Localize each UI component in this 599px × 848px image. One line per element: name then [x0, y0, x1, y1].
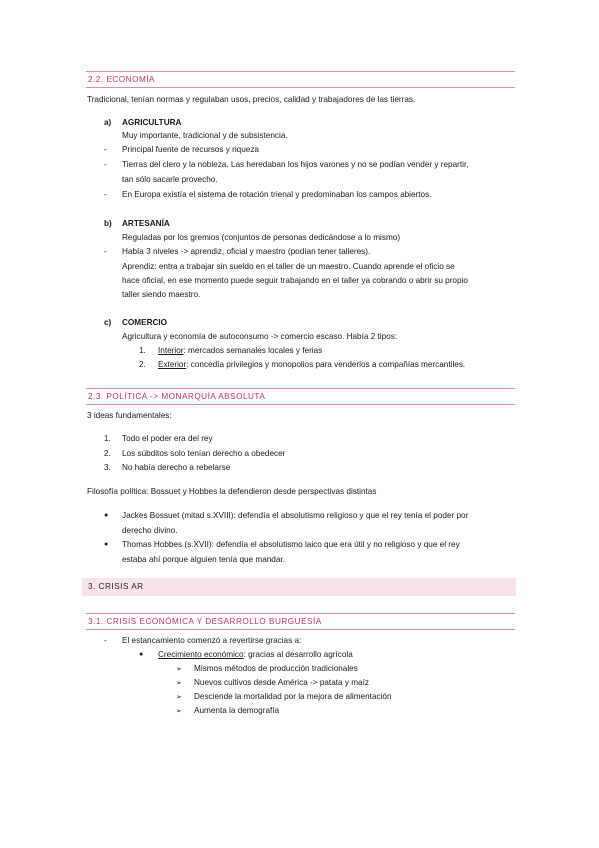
section-rule — [86, 71, 515, 72]
list-item: El estancamiento comenzó a revertirse gracias a: — [122, 636, 302, 645]
arrow-bullet-icon: ➢ — [176, 666, 182, 673]
list-number: 3. — [104, 463, 111, 472]
list-item: Principal fuente de recursos y riqueza — [122, 145, 259, 154]
term: Interior — [158, 346, 184, 355]
term-description: : mercados semanales locales y ferias — [183, 346, 323, 355]
heading-agricultura: AGRICULTURA — [122, 118, 182, 127]
list-item: Los súbditos solo tenían derecho a obedecer — [122, 449, 286, 458]
bullet-dot: ● — [104, 541, 109, 548]
comercio-line: Agricultura y economía de autoconsumo -> comercio escaso. Había 2 tipos: — [122, 332, 398, 341]
dash-bullet: - — [104, 190, 107, 199]
politica-intro: 3 ideas fundamentales: — [87, 411, 172, 420]
list-item: Había 3 niveles -> aprendiz, oficial y maestro (podían tener talleres). — [122, 247, 371, 256]
list-number: 1. — [139, 346, 146, 355]
bullet-dot: ● — [139, 651, 144, 658]
list-item — [158, 360, 465, 370]
term-description: : gracias al desarrollo agrícola — [243, 650, 353, 659]
list-marker: a) — [104, 118, 112, 127]
term-description: : concedía privilegios y monopolios para venderlos a compañías mercantiles. — [186, 360, 466, 369]
bullet-text: Thomas Hobbes (s.XVII): defendía el absolutismo laico que era útil y no religioso y que el rey — [122, 540, 460, 549]
list-item-continuation: tan sólo sacarle provecho. — [122, 175, 218, 184]
sub-item: Desciende la mortalidad por la mejora de alimentación — [194, 692, 392, 701]
section-title-politica: 2.3. POLÍTICA -> MONARQUÍA ABSOLUTA — [88, 392, 266, 401]
list-item: Tierras del clero y la nobleza. Las heredaban los hijos varones y no se podían vender y repartir, — [122, 160, 469, 169]
term: Exterior — [158, 360, 187, 369]
bullet-dot: ● — [104, 512, 109, 519]
section-title-crisis-economica: 3.1. CRISIS ECONÓMICA Y DESARROLLO BURGUESÍA — [88, 617, 322, 626]
section-title-crisis: 3. CRISIS AR — [88, 582, 144, 591]
section-band-crisis — [82, 578, 516, 596]
list-item — [158, 346, 322, 356]
bullet-text-continuation: derecho divino. — [122, 526, 178, 535]
section-rule — [86, 87, 515, 88]
list-item: No había derecho a rebelarse — [122, 463, 231, 472]
heading-artesania: ARTESANÍA — [122, 219, 170, 228]
economia-intro: Tradicional, tenían normas y regulaban usos, precios, calidad y trabajadores de las tierras. — [87, 95, 416, 104]
paragraph-line: taller siendo maestro. — [122, 290, 201, 299]
list-marker: b) — [104, 219, 112, 228]
list-number: 2. — [104, 449, 111, 458]
bullet-text-continuation: estaba ahí porque alguien tenía que mandar. — [122, 555, 285, 564]
section-rule — [86, 404, 515, 405]
dash-bullet: - — [104, 636, 107, 645]
sub-item: Mismos métodos de producción tradicionales — [194, 664, 358, 673]
dash-bullet: - — [104, 145, 107, 154]
dash-bullet: - — [104, 247, 107, 256]
bullet-text: Jackes Bossuet (mitad s.XVIII): defendía el absolutismo religioso y que el rey tenía el poder por — [122, 511, 469, 520]
arrow-bullet-icon: ➢ — [176, 694, 182, 701]
artesania-line: Reguladas por los gremios (conjuntos de personas dedicándose a lo mismo) — [122, 233, 401, 242]
list-number: 1. — [104, 434, 111, 443]
list-marker: c) — [104, 318, 112, 327]
filosofia-line: Filosofía política: Bossuet y Hobbes la defendieron desde perspectivas distintas — [87, 487, 377, 496]
bullet-text — [158, 650, 353, 660]
heading-comercio: COMERCIO — [122, 318, 168, 327]
section-rule — [86, 629, 515, 630]
term: Crecimiento económico — [158, 650, 244, 659]
arrow-bullet-icon: ➢ — [176, 708, 182, 715]
section-rule — [86, 388, 515, 389]
sub-item: Nuevos cultivos desde América -> patata y maíz — [194, 678, 369, 687]
section-title-economia: 2.2. ECONOMÍA — [88, 75, 156, 84]
dash-bullet: - — [104, 160, 107, 169]
list-item: Todo el poder era del rey — [122, 434, 213, 443]
list-number: 2. — [139, 360, 146, 369]
paragraph-line: hace oficial, en ese momento puede seguir trabajando en el taller ya cobrando o abrir su propio — [122, 276, 468, 285]
arrow-bullet-icon: ➢ — [176, 680, 182, 687]
sub-item: Aumenta la demografía — [194, 706, 280, 715]
list-item: En Europa existía el sistema de rotación trienal y predominaban los campos abiertos. — [122, 190, 432, 199]
section-rule — [86, 613, 515, 614]
paragraph-line: Aprendiz: entra a trabajar sin sueldo en el taller de un maestro. Cuando aprende el oficio se — [122, 262, 455, 271]
agricultura-line: Muy importante, tradicional y de subsistencia. — [122, 131, 288, 140]
